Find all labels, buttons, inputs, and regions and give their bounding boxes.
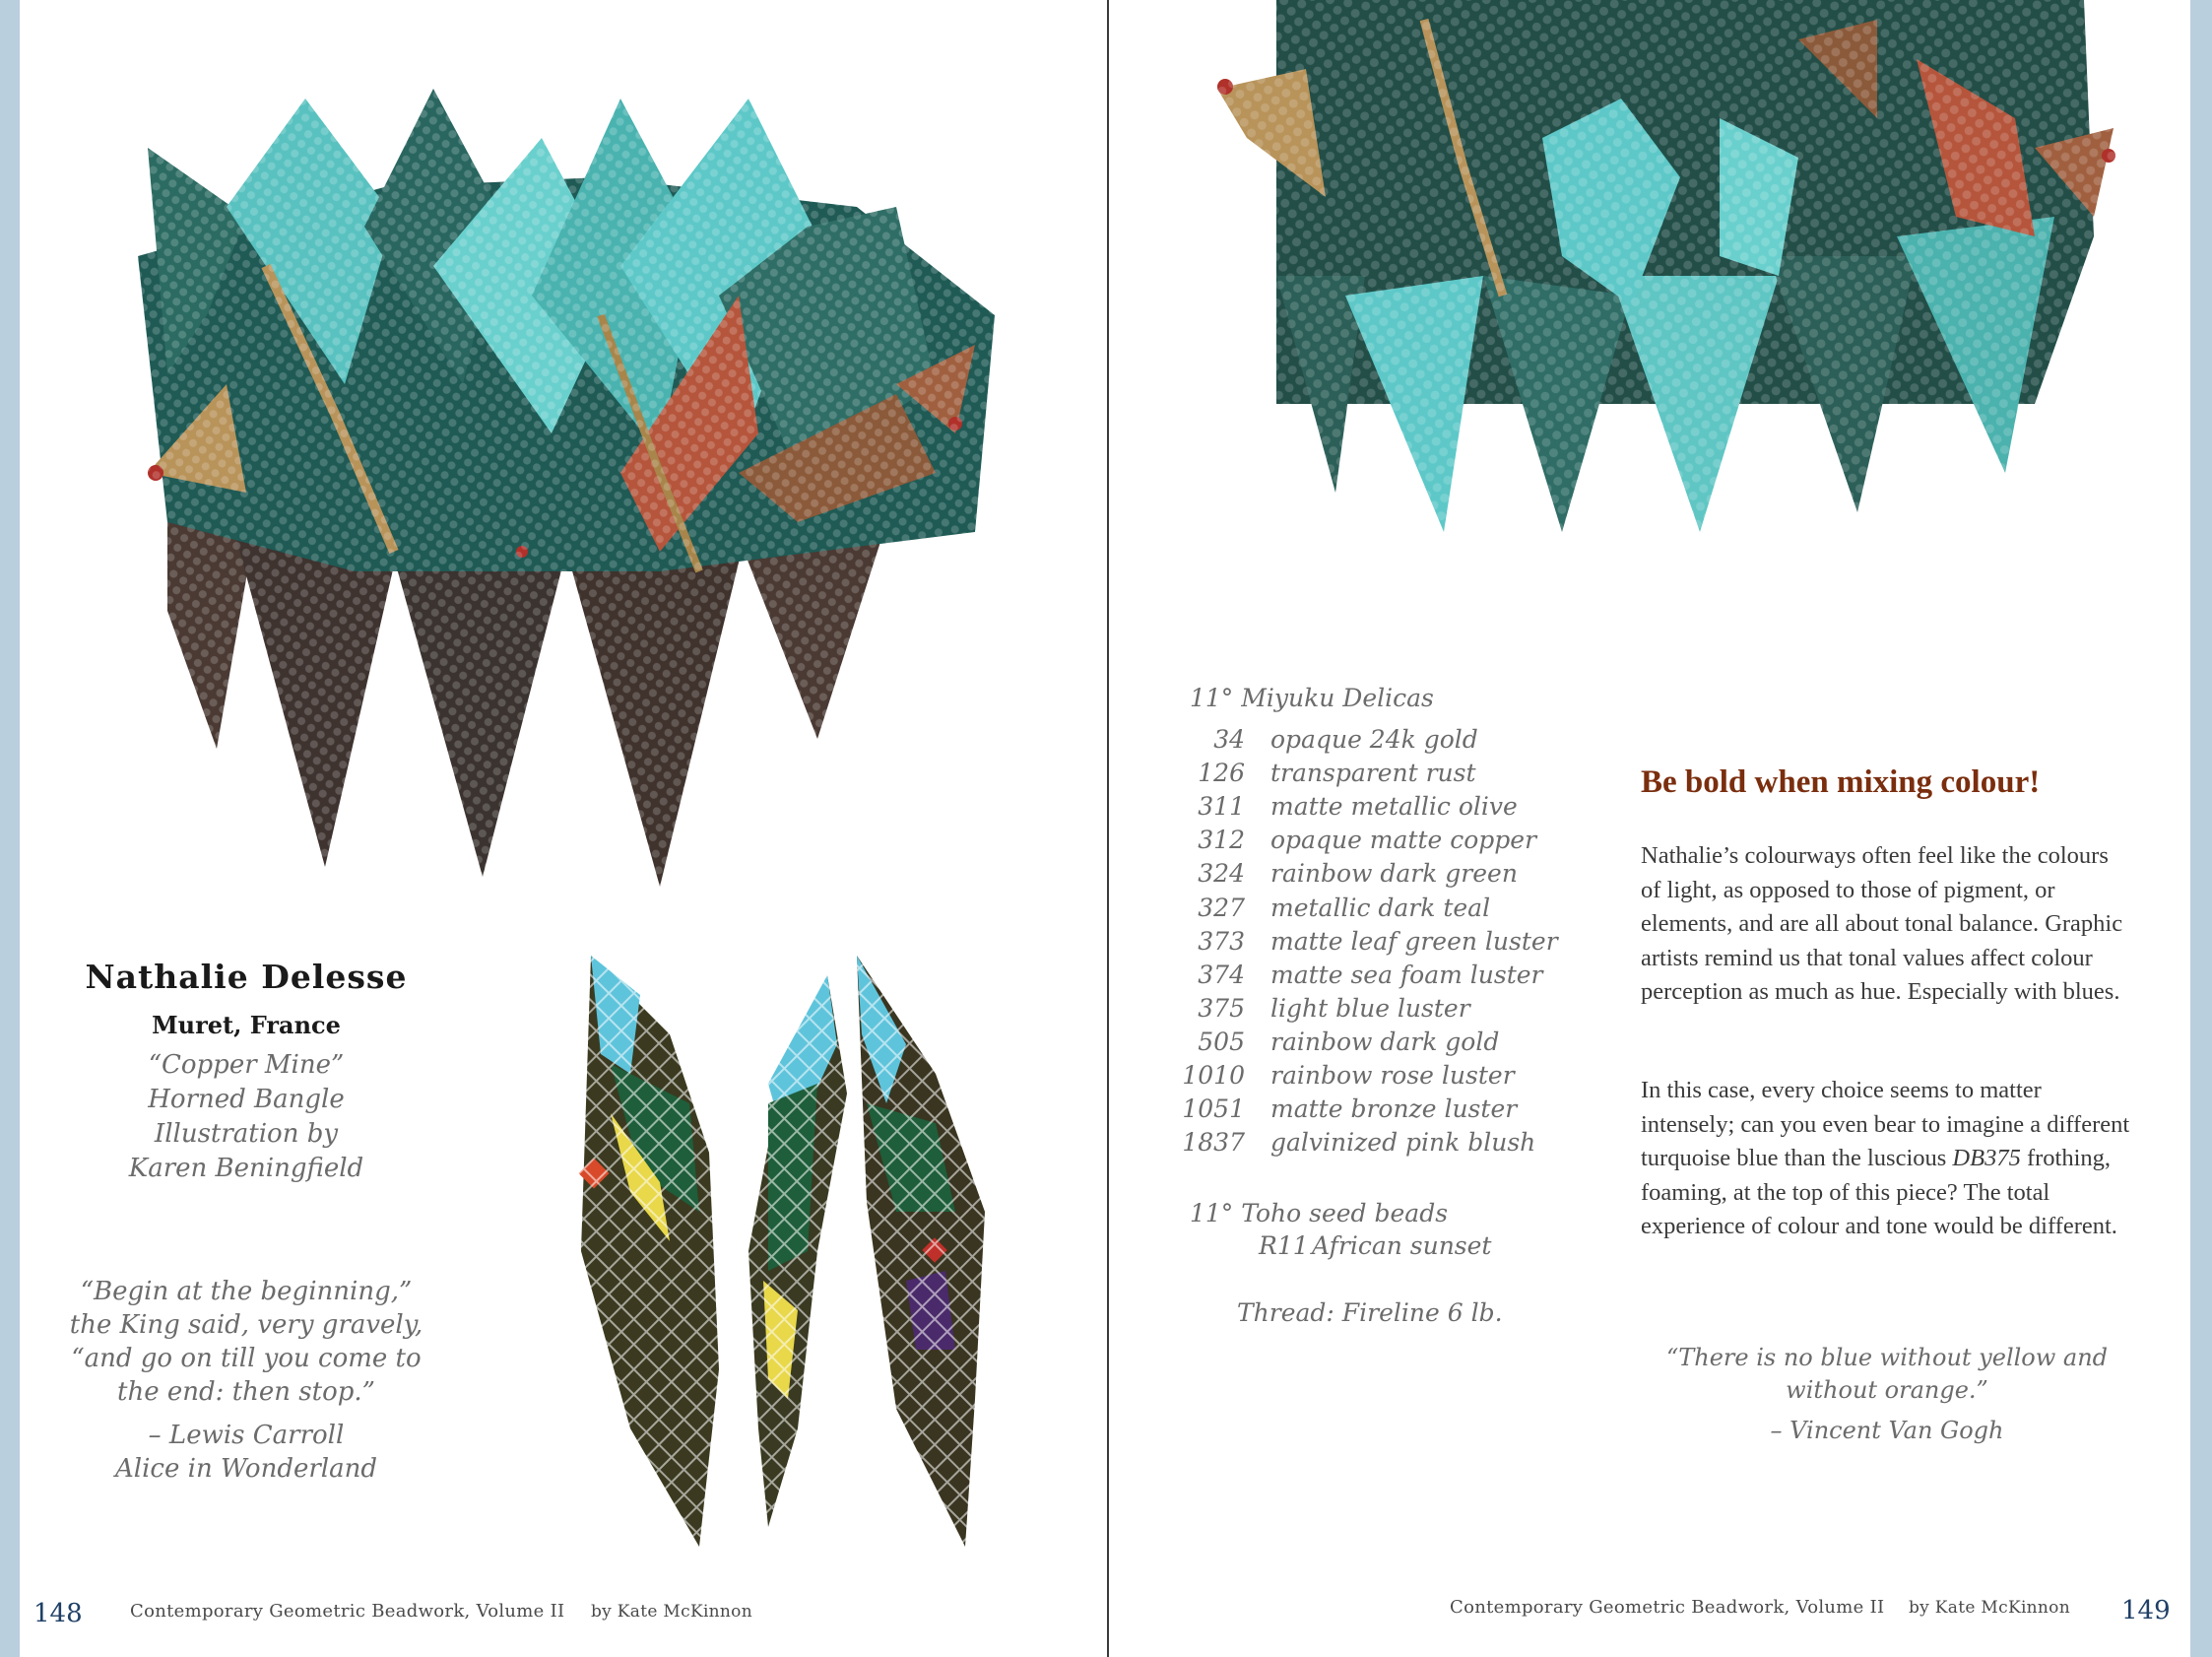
artist-location: Muret, France bbox=[152, 1011, 341, 1039]
material-row bbox=[1109, 1061, 1523, 1094]
piece-type: Horned Bangle bbox=[148, 1085, 345, 1114]
material-name: rainbow dark green bbox=[1270, 859, 1518, 889]
material-code: 324 bbox=[1198, 859, 1245, 889]
material-row bbox=[1109, 826, 1537, 859]
quote-left bbox=[39, 1275, 453, 1409]
material-row bbox=[1109, 859, 1523, 893]
artist-name: Nathalie Delesse bbox=[85, 958, 408, 996]
article-paragraph-2 bbox=[1641, 1074, 2133, 1244]
material-code: 374 bbox=[1198, 960, 1245, 989]
footer-book-title-right: Contemporary Geometric Beadwork, Volume II bbox=[1450, 1597, 1885, 1618]
material-row bbox=[1109, 759, 1523, 792]
page-number-right: 149 bbox=[2121, 1596, 2171, 1625]
material-name: matte bronze luster bbox=[1270, 1094, 1518, 1124]
toho-name: African sunset bbox=[1312, 1231, 1492, 1260]
footer-author-right: by Kate McKinnon bbox=[1909, 1598, 2070, 1618]
quote-source: Alice in Wonderland bbox=[115, 1454, 377, 1484]
material-code: 373 bbox=[1198, 926, 1245, 956]
material-name: matte leaf green luster bbox=[1270, 926, 1558, 956]
piece-info bbox=[39, 1048, 453, 1186]
material-code: 1010 bbox=[1182, 1061, 1245, 1090]
bead-pattern-illustration bbox=[571, 956, 1064, 1547]
material-name: matte metallic olive bbox=[1270, 792, 1518, 822]
material-code: 1837 bbox=[1182, 1128, 1245, 1158]
quote-left-attribution bbox=[39, 1419, 453, 1486]
material-row bbox=[1109, 926, 1558, 961]
material-name: galvinized pink blush bbox=[1270, 1128, 1536, 1158]
quote-line: the end: then stop.” bbox=[117, 1377, 375, 1407]
material-code: 312 bbox=[1198, 826, 1245, 855]
bangle-photo-right bbox=[1168, 0, 2153, 552]
piece-credit-label: Illustration by bbox=[154, 1119, 339, 1149]
material-row bbox=[1109, 994, 1523, 1027]
material-row bbox=[1109, 1027, 1523, 1061]
quote-line: “Begin at the beginning,” bbox=[80, 1277, 413, 1306]
material-row bbox=[1109, 792, 1523, 826]
material-code: 375 bbox=[1198, 993, 1245, 1023]
thread-spec: Thread: Fireline 6 lb. bbox=[1237, 1298, 1503, 1327]
material-name: metallic dark teal bbox=[1270, 893, 1491, 922]
article-paragraph-1: Nathalie’s colourways often feel like the colours of light, as opposed to those of pigment, or elements, and are all about tonal balance. Graphic artists remind us that tonal values affect colour perception as much as hue. Especially with blues. bbox=[1641, 842, 2123, 1005]
material-name: light blue luster bbox=[1270, 993, 1470, 1023]
material-name: matte sea foam luster bbox=[1270, 960, 1543, 989]
quote-line: “and go on till you come to bbox=[71, 1344, 422, 1373]
toho-heading: 11° Toho seed beads bbox=[1190, 1199, 1449, 1227]
material-name: rainbow dark gold bbox=[1270, 1027, 1500, 1056]
footer-book-title-left: Contemporary Geometric Beadwork, Volume II bbox=[130, 1601, 565, 1622]
quote-line: the King said, very gravely, bbox=[69, 1310, 423, 1340]
material-row bbox=[1109, 1094, 1523, 1128]
toho-code: R11 bbox=[1259, 1231, 1309, 1260]
material-code: 311 bbox=[1198, 792, 1245, 822]
paragraph-2-text: In this case, every choice seems to matter intensely; can you even bear to imagine a different turquoise blue than the luscious bbox=[1641, 1077, 2130, 1171]
material-name: opaque 24k gold bbox=[1270, 725, 1478, 754]
material-name: transparent rust bbox=[1270, 759, 1476, 788]
material-row bbox=[1109, 725, 1523, 759]
material-row bbox=[1109, 1128, 1536, 1161]
material-name: opaque matte copper bbox=[1270, 826, 1537, 855]
material-code: 505 bbox=[1198, 1027, 1245, 1056]
material-code: 1051 bbox=[1182, 1094, 1245, 1124]
delica-heading: 11° Miyuku Delicas bbox=[1190, 684, 1434, 712]
quote-line: “There is no blue without yellow and bbox=[1665, 1344, 2109, 1371]
material-name: rainbow rose luster bbox=[1270, 1061, 1515, 1090]
material-row bbox=[1109, 894, 1523, 927]
quote-right-attribution: – Vincent Van Gogh bbox=[1770, 1417, 2004, 1444]
material-code: 34 bbox=[1213, 725, 1245, 754]
piece-title: “Copper Mine” bbox=[148, 1050, 345, 1080]
quote-line: without orange.” bbox=[1786, 1376, 1988, 1404]
piece-illustrator: Karen Beningfield bbox=[128, 1154, 364, 1183]
quote-right bbox=[1641, 1342, 2133, 1407]
bead-code-emphasis: DB375 bbox=[1952, 1145, 2021, 1171]
article-heading: Be bold when mixing colour! bbox=[1641, 764, 2041, 800]
material-code: 126 bbox=[1198, 759, 1245, 788]
right-page bbox=[1109, 0, 2190, 1657]
material-code: 327 bbox=[1198, 893, 1245, 922]
paragraph-2-text: frothing, foaming, at the top of this piece? The total experience of colour and tone would be different. bbox=[1641, 1145, 2117, 1239]
bangle-photo-left bbox=[108, 59, 1024, 906]
left-page bbox=[20, 0, 1107, 1657]
page-number-left: 148 bbox=[33, 1599, 83, 1628]
quote-author: – Lewis Carroll bbox=[148, 1421, 345, 1450]
footer-author-left: by Kate McKinnon bbox=[591, 1602, 752, 1622]
material-row bbox=[1109, 960, 1543, 994]
